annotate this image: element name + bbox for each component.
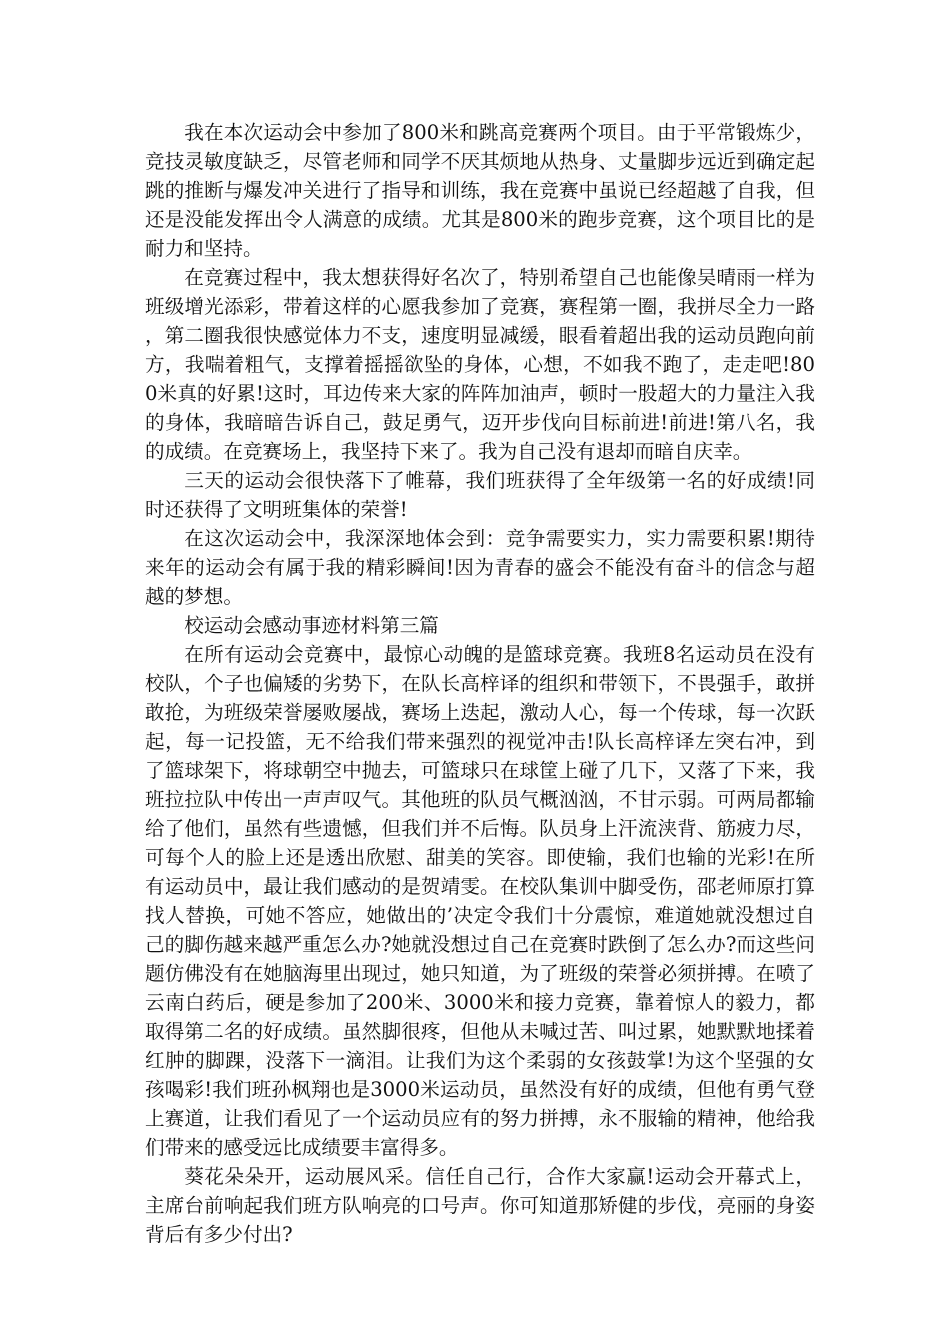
paragraph-games-end: 三天的运动会很快落下了帷幕，我们班获得了全年级第一名的好成绩!同时还获得了文明班集体的荣誉! [145,469,815,521]
paragraph-race-process: 在竞赛过程中，我太想获得好名次了，特别希望自己也能像吴晴雨一样为班级增光添彩，带着这样的心愿我参加了竞赛，赛程第一圈，我拼尽全力一路，第二圈我很快感觉体力不支，速度明显减缓，眼看着超出我的运动员跑向前方，我喘着粗气，支撑着摇摇欲坠的身体，心想，不如我不跑了，走走吧!800米真的好累!这时，耳边传来大家的阵阵加油声，顿时一股超大的力量注入我的身体，我暗暗告诉自己，鼓足勇气，迈开步伐向目标前进!前进!第八名，我的成绩。在竞赛场上，我坚持下来了。我为自己没有退却而暗自庆幸。 [145,266,815,463]
paragraph-opening-ceremony: 葵花朵朵开，运动展风采。信任自己行，合作大家赢!运动会开幕式上，主席台前响起我们班方队响亮的口号声。你可知道那矫健的步伐，亮丽的身姿背后有多少付出? [145,1165,815,1246]
paragraph-basketball: 在所有运动会竞赛中，最惊心动魄的是篮球竞赛。我班8名运动员在没有校队，个子也偏矮的劣势下，在队长高梓译的组织和带领下，不畏强手，敢拼敢抢，为班级荣誉屡败屡战，赛场上迭起，激动人心，每一个传球，每一次跃起，每一记投篮，无不给我们带来强烈的视觉冲击!队长高梓译左突右冲，到了篮球架下，将球朝空中抛去，可篮球只在球筐上碰了几下，又落了下来，我班拉拉队中传出一声声叹气。其他班的队员气概汹汹，不甘示弱。可两局都输给了他们，虽然有些遗憾，但我们并不后悔。队员身上汗流浃背、筋疲力尽，可每个人的脸上还是透出欣慰、甜美的笑容。即使输，我们也输的光彩!在所有运动员中，最让我们感动的是贺靖雯。在校队集训中脚受伤，邵老师原打算找人替换，可她不答应，她做出的’决定令我们十分震惊，难道她就没想过自己的脚伤越来越严重怎么办?她就没想过自己在竞赛时跌倒了怎么办?而这些问题仿佛没有在她脑海里出现过，她只知道，为了班级的荣誉必须拼搏。在喷了云南白药后，硬是参加了200米、3000米和接力竞赛，靠着惊人的毅力，都取得第二名的好成绩。虽然脚很疼，但他从未喊过苦、叫过累，她默默地揉着红肿的脚踝，没落下一滴泪。让我们为这个柔弱的女孩鼓掌!为这个坚强的女孩喝彩!我们班孙枫翔也是3000米运动员，虽然没有好的成绩，但他有勇气登上赛道，让我们看见了一个运动员应有的努力拼搏，永不服输的精神，他给我们带来的感受远比成绩要丰富得多。 [145,643,815,1159]
paragraph-reflection: 在这次运动会中，我深深地体会到：竞争需要实力，实力需要积累!期待来年的运动会有属于我的精彩瞬间!因为青春的盛会不能没有奋斗的信念与超越的梦想。 [145,527,815,608]
paragraph-800m-highjump: 我在本次运动会中参加了800米和跳高竞赛两个项目。由于平常锻炼少，竞技灵敏度缺乏，尽管老师和同学不厌其烦地从热身、丈量脚步远近到确定起跳的推断与爆发冲关进行了指导和训练，我在竞赛中虽说已经超越了自我，但还是没能发挥出令人满意的成绩。尤其是800米的跑步竞赛，这个项目比的是耐力和坚持。 [145,121,815,260]
section-heading: 校运动会感动事迹材料第三篇 [184,614,439,637]
document-page [145,118,815,1249]
